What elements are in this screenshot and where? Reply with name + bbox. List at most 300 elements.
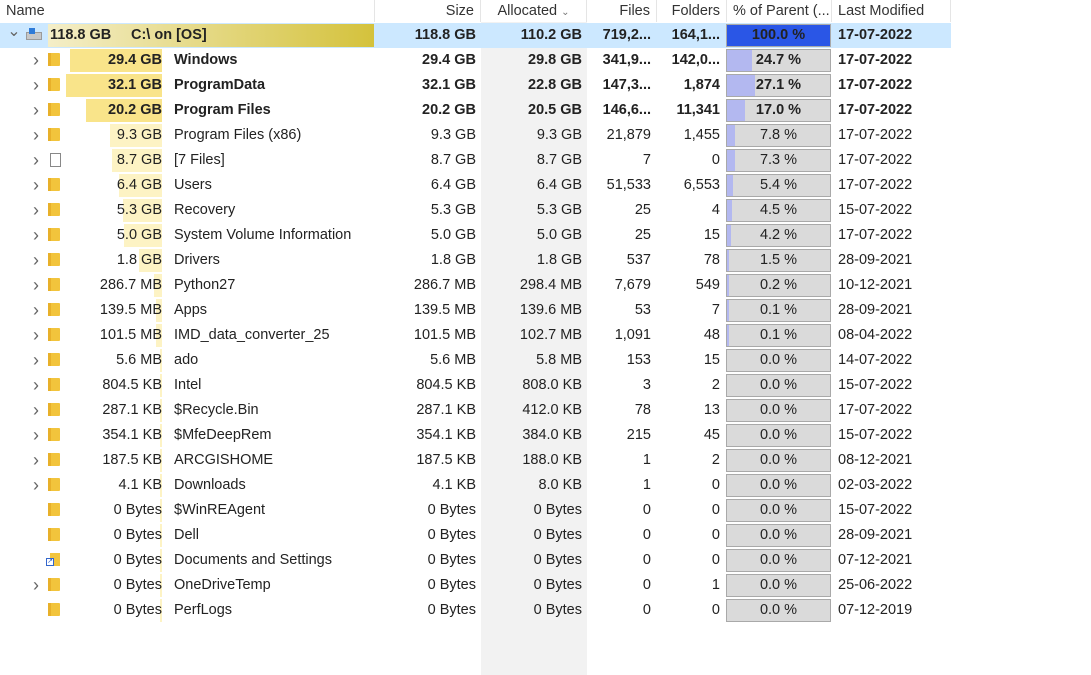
row-last-modified: 08-04-2022 xyxy=(838,327,913,343)
row-last-modified: 17-07-2022 xyxy=(838,127,913,143)
row-name-label: IMD_data_converter_25 xyxy=(174,327,330,343)
expander-placeholder xyxy=(28,523,44,548)
collapse-chevron-icon[interactable]: ⌄ xyxy=(7,23,21,40)
tree-row[interactable] xyxy=(0,373,951,398)
pct-of-parent-text: 1.5 % xyxy=(759,252,798,268)
row-name-label: ado xyxy=(174,352,199,368)
row-last-modified: 08-12-2021 xyxy=(838,452,913,468)
pct-of-parent-text: 4.2 % xyxy=(759,227,798,243)
tree-row[interactable] xyxy=(0,348,951,373)
tree-row[interactable] xyxy=(0,448,951,473)
row-allocated: 0 Bytes xyxy=(533,502,582,518)
row-files-count: 215 xyxy=(626,427,651,443)
folder-icon xyxy=(50,453,66,468)
row-name-size: 5.0 GB xyxy=(116,227,162,243)
pct-of-parent-bar xyxy=(726,149,831,172)
row-allocated: 29.8 GB xyxy=(528,52,582,68)
expand-chevron-icon[interactable]: › xyxy=(33,125,39,145)
row-files-count: 1,091 xyxy=(614,327,651,343)
expand-chevron-icon[interactable]: › xyxy=(33,225,39,245)
pct-of-parent-text: 0.0 % xyxy=(759,477,798,493)
row-size: 6.4 GB xyxy=(430,177,476,193)
tree-row[interactable] xyxy=(0,98,951,123)
column-header-allocated[interactable] xyxy=(481,0,587,22)
row-folders-count: 15 xyxy=(703,352,720,368)
row-files-count: 51,533 xyxy=(606,177,651,193)
row-name-size: 32.1 GB xyxy=(108,77,162,93)
pct-of-parent-text: 0.0 % xyxy=(759,377,798,393)
row-name-size: 9.3 GB xyxy=(116,127,162,143)
column-header-name[interactable] xyxy=(0,0,375,22)
pct-of-parent-bar xyxy=(726,374,831,397)
row-allocated: 9.3 GB xyxy=(536,127,582,143)
tree-row[interactable] xyxy=(0,273,951,298)
row-last-modified: 14-07-2022 xyxy=(838,352,913,368)
pct-of-parent-text: 7.8 % xyxy=(759,127,798,143)
row-name-label: [7 Files] xyxy=(174,152,225,168)
row-size: 4.1 KB xyxy=(432,477,476,493)
pct-of-parent-bar xyxy=(726,549,831,572)
row-size: 5.6 MB xyxy=(430,352,476,368)
row-files-count: 537 xyxy=(626,252,651,268)
row-files-count: 53 xyxy=(634,302,651,318)
expand-chevron-icon[interactable]: › xyxy=(33,450,39,470)
row-last-modified: 17-07-2022 xyxy=(838,177,913,193)
pct-of-parent-text: 17.0 % xyxy=(755,102,802,118)
tree-row[interactable] xyxy=(0,498,951,523)
row-last-modified: 07-12-2019 xyxy=(838,602,913,618)
pct-of-parent-text: 0.1 % xyxy=(759,327,798,343)
row-name-label: PerfLogs xyxy=(174,602,233,618)
row-name-label: $WinREAgent xyxy=(174,502,266,518)
folder-icon xyxy=(50,178,66,193)
row-files-count: 7,679 xyxy=(614,277,651,293)
expand-chevron-icon[interactable]: › xyxy=(33,425,39,445)
pct-of-parent-bar xyxy=(726,274,831,297)
row-name-size: 6.4 GB xyxy=(116,177,162,193)
folder-icon xyxy=(50,428,66,443)
row-folders-count: 164,1... xyxy=(671,27,720,43)
folder-icon xyxy=(50,353,66,368)
column-header-folders[interactable] xyxy=(657,0,727,22)
row-folders-count: 0 xyxy=(711,152,720,168)
column-header-last-modified[interactable] xyxy=(832,0,951,22)
column-header-size[interactable] xyxy=(375,0,481,22)
row-name-size: 29.4 GB xyxy=(108,52,162,68)
row-allocated: 1.8 GB xyxy=(536,252,582,268)
expand-chevron-icon[interactable]: › xyxy=(33,50,39,70)
pct-of-parent-fill xyxy=(727,225,731,246)
folder-icon xyxy=(50,478,66,493)
row-name-size: 286.7 MB xyxy=(99,277,162,293)
row-allocated: 8.0 KB xyxy=(538,477,582,493)
row-last-modified: 10-12-2021 xyxy=(838,277,913,293)
pct-of-parent-text: 0.0 % xyxy=(759,577,798,593)
pct-of-parent-fill xyxy=(727,100,745,121)
expand-chevron-icon[interactable]: › xyxy=(33,350,39,370)
row-size: 1.8 GB xyxy=(430,252,476,268)
expand-chevron-icon[interactable]: › xyxy=(33,250,39,270)
column-header-folders-label: Folders xyxy=(671,3,720,19)
pct-of-parent-bar xyxy=(726,349,831,372)
tree-row[interactable] xyxy=(0,223,951,248)
tree-row[interactable] xyxy=(0,148,951,173)
row-name-size: 804.5 KB xyxy=(102,377,162,393)
row-files-count: 153 xyxy=(626,352,651,368)
tree-row[interactable] xyxy=(0,473,951,498)
expand-chevron-icon[interactable]: › xyxy=(33,325,39,345)
row-folders-count: 1,874 xyxy=(683,77,720,93)
chevron-down-icon: ⌄ xyxy=(561,7,570,18)
folder-icon xyxy=(50,103,66,118)
row-folders-count: 7 xyxy=(711,302,720,318)
tree-row[interactable] xyxy=(0,48,951,73)
folder-icon xyxy=(50,203,66,218)
pct-of-parent-bar xyxy=(726,574,831,597)
expander-placeholder xyxy=(28,498,44,523)
row-name-label: $MfeDeepRem xyxy=(174,427,272,443)
expander-placeholder xyxy=(28,598,44,623)
row-size: 8.7 GB xyxy=(430,152,476,168)
expand-chevron-icon[interactable]: › xyxy=(33,100,39,120)
pct-of-parent-text: 7.3 % xyxy=(759,152,798,168)
expand-chevron-icon[interactable]: › xyxy=(33,300,39,320)
expand-chevron-icon[interactable]: › xyxy=(33,375,39,395)
row-name-size: 5.6 MB xyxy=(116,352,162,368)
tree-row[interactable] xyxy=(0,123,951,148)
pct-of-parent-fill xyxy=(727,175,733,196)
folder-icon xyxy=(50,328,66,343)
row-name-label: Program Files xyxy=(174,102,271,118)
row-name-size: 0 Bytes xyxy=(113,552,162,568)
row-name-size: 8.7 GB xyxy=(116,152,162,168)
row-files-count: 719,2... xyxy=(602,27,651,43)
row-size: 354.1 KB xyxy=(416,427,476,443)
row-allocated: 188.0 KB xyxy=(522,452,582,468)
column-header-allocated-label: Allocated xyxy=(497,3,558,19)
pct-of-parent-bar xyxy=(726,74,831,97)
pct-of-parent-bar xyxy=(726,524,831,547)
row-size: 32.1 GB xyxy=(422,77,476,93)
expand-chevron-icon[interactable]: › xyxy=(33,275,39,295)
folder-icon xyxy=(50,378,66,393)
row-last-modified: 28-09-2021 xyxy=(838,252,913,268)
tree-row[interactable] xyxy=(0,198,951,223)
row-allocated: 0 Bytes xyxy=(533,552,582,568)
expand-chevron-icon[interactable]: › xyxy=(33,200,39,220)
pct-of-parent-fill xyxy=(727,125,735,146)
row-name-label: Apps xyxy=(174,302,208,318)
pct-of-parent-fill xyxy=(727,150,735,171)
pct-of-parent-bar xyxy=(726,124,831,147)
expand-chevron-icon[interactable]: › xyxy=(33,575,39,595)
folder-icon xyxy=(50,303,66,318)
row-allocated: 22.8 GB xyxy=(528,77,582,93)
folder-icon xyxy=(50,528,66,543)
tree-root-row[interactable] xyxy=(0,23,951,48)
expand-chevron-icon[interactable]: › xyxy=(33,475,39,495)
expand-chevron-icon[interactable]: › xyxy=(33,75,39,95)
tree-row[interactable] xyxy=(0,173,951,198)
row-size: 5.3 GB xyxy=(430,202,476,218)
row-last-modified: 17-07-2022 xyxy=(838,227,913,243)
row-files-count: 0 xyxy=(642,527,651,543)
row-files-count: 25 xyxy=(634,202,651,218)
pct-of-parent-bar xyxy=(726,424,831,447)
tree-row[interactable] xyxy=(0,323,951,348)
column-header-files-label: Files xyxy=(619,3,650,19)
drive-icon xyxy=(26,28,42,43)
folder-icon xyxy=(50,78,66,93)
pct-of-parent-fill xyxy=(727,75,755,96)
row-folders-count: 48 xyxy=(703,327,720,343)
pct-of-parent-text: 5.4 % xyxy=(759,177,798,193)
pct-of-parent-fill xyxy=(727,200,732,221)
row-allocated: 5.8 MB xyxy=(536,352,582,368)
pct-of-parent-text: 0.0 % xyxy=(759,452,798,468)
row-name-label: Program Files (x86) xyxy=(174,127,302,143)
folder-icon xyxy=(50,278,66,293)
row-folders-count: 0 xyxy=(711,552,720,568)
tree-row[interactable] xyxy=(0,423,951,448)
shortcut-folder-icon: ↗ xyxy=(50,553,66,568)
pct-of-parent-text: 0.0 % xyxy=(759,427,798,443)
pct-of-parent-bar xyxy=(726,474,831,497)
row-name-label: ProgramData xyxy=(174,77,266,93)
row-name-label: Recovery xyxy=(174,202,236,218)
row-last-modified: 25-06-2022 xyxy=(838,577,913,593)
folder-icon xyxy=(50,253,66,268)
pct-of-parent-bar xyxy=(726,49,831,72)
row-files-count: 0 xyxy=(642,602,651,618)
column-header-files[interactable] xyxy=(587,0,657,22)
pct-of-parent-text: 0.0 % xyxy=(759,552,798,568)
column-header-name-label: Name xyxy=(6,3,45,19)
row-folders-count: 2 xyxy=(711,377,720,393)
pct-of-parent-bar xyxy=(726,24,831,47)
row-folders-count: 0 xyxy=(711,502,720,518)
row-allocated: 20.5 GB xyxy=(528,102,582,118)
row-folders-count: 6,553 xyxy=(683,177,720,193)
row-folders-count: 45 xyxy=(703,427,720,443)
pct-of-parent-text: 100.0 % xyxy=(751,27,806,43)
pct-of-parent-fill xyxy=(727,275,729,296)
pct-of-parent-text: 0.0 % xyxy=(759,527,798,543)
tree-row[interactable] xyxy=(0,598,951,623)
row-allocated: 102.7 MB xyxy=(519,327,582,343)
row-files-count: 7 xyxy=(642,152,651,168)
row-last-modified: 07-12-2021 xyxy=(838,552,913,568)
row-last-modified: 17-07-2022 xyxy=(838,402,913,418)
tree-row[interactable] xyxy=(0,73,951,98)
row-folders-count: 13 xyxy=(703,402,720,418)
row-files-count: 341,9... xyxy=(602,52,651,68)
row-last-modified: 28-09-2021 xyxy=(838,302,913,318)
column-header-pct-label: % of Parent (... xyxy=(733,3,830,19)
row-size: 187.5 KB xyxy=(416,452,476,468)
pct-of-parent-bar xyxy=(726,249,831,272)
expand-chevron-icon[interactable]: › xyxy=(33,175,39,195)
row-name-label: $Recycle.Bin xyxy=(174,402,259,418)
row-name-size: 0 Bytes xyxy=(113,602,162,618)
pct-of-parent-fill xyxy=(727,50,752,71)
row-allocated: 8.7 GB xyxy=(536,152,582,168)
pct-of-parent-bar xyxy=(726,299,831,322)
tree-row[interactable] xyxy=(0,398,951,423)
tree-row[interactable] xyxy=(0,298,951,323)
row-size: 29.4 GB xyxy=(422,52,476,68)
column-header-bar xyxy=(0,0,951,22)
row-files-count: 21,879 xyxy=(606,127,651,143)
row-name-size: 101.5 MB xyxy=(99,327,162,343)
folder-icon xyxy=(50,503,66,518)
row-folders-count: 142,0... xyxy=(671,52,720,68)
row-name-size: 287.1 KB xyxy=(102,402,162,418)
column-header-modified-label: Last Modified xyxy=(838,3,925,19)
row-files-count: 1 xyxy=(642,452,651,468)
tree-row[interactable] xyxy=(0,523,951,548)
row-last-modified: 15-07-2022 xyxy=(838,377,913,393)
row-files-count: 78 xyxy=(634,402,651,418)
pct-of-parent-bar xyxy=(726,399,831,422)
tree-row[interactable] xyxy=(0,248,951,273)
pct-of-parent-fill xyxy=(727,300,729,321)
row-name-size: 118.8 GB xyxy=(50,27,112,43)
row-name-label: Downloads xyxy=(174,477,246,493)
column-header-pct-of-parent[interactable] xyxy=(727,0,832,22)
row-folders-count: 11,341 xyxy=(676,102,720,118)
row-name-label: Documents and Settings xyxy=(174,552,332,568)
pct-of-parent-bar xyxy=(726,449,831,472)
row-allocated: 110.2 GB xyxy=(520,27,582,43)
pct-of-parent-bar xyxy=(726,324,831,347)
row-size: 139.5 MB xyxy=(413,302,476,318)
row-allocated: 0 Bytes xyxy=(533,602,582,618)
row-last-modified: 28-09-2021 xyxy=(838,527,913,543)
row-size: 101.5 MB xyxy=(413,327,476,343)
row-last-modified: 17-07-2022 xyxy=(838,52,913,68)
row-name-size: 139.5 MB xyxy=(99,302,162,318)
folder-icon xyxy=(50,228,66,243)
tree-row[interactable] xyxy=(0,548,951,573)
row-name-label: Intel xyxy=(174,377,202,393)
row-allocated: 0 Bytes xyxy=(533,577,582,593)
row-last-modified: 15-07-2022 xyxy=(838,502,913,518)
pct-of-parent-text: 0.0 % xyxy=(759,352,798,368)
row-name-size: 5.3 GB xyxy=(116,202,162,218)
pct-of-parent-text: 0.1 % xyxy=(759,302,798,318)
row-last-modified: 17-07-2022 xyxy=(838,152,913,168)
row-folders-count: 0 xyxy=(711,602,720,618)
expand-chevron-icon[interactable]: › xyxy=(33,150,39,170)
row-name-size: 0 Bytes xyxy=(113,527,162,543)
row-name-size: 20.2 GB xyxy=(108,102,162,118)
tree-list[interactable] xyxy=(0,23,951,623)
pct-of-parent-text: 0.0 % xyxy=(759,602,798,618)
row-size: 9.3 GB xyxy=(430,127,476,143)
row-size: 20.2 GB xyxy=(422,102,476,118)
row-last-modified: 17-07-2022 xyxy=(838,102,913,118)
row-name-label: OneDriveTemp xyxy=(174,577,271,593)
row-files-count: 0 xyxy=(642,552,651,568)
row-folders-count: 1,455 xyxy=(683,127,720,143)
row-allocated: 298.4 MB xyxy=(519,277,582,293)
row-size: 0 Bytes xyxy=(427,577,476,593)
row-last-modified: 15-07-2022 xyxy=(838,427,913,443)
pct-of-parent-text: 0.0 % xyxy=(759,502,798,518)
row-last-modified: 17-07-2022 xyxy=(838,77,913,93)
row-folders-count: 4 xyxy=(711,202,720,218)
row-folders-count: 15 xyxy=(703,227,720,243)
pct-of-parent-bar xyxy=(726,599,831,622)
folder-icon xyxy=(50,53,66,68)
row-name-size: 0 Bytes xyxy=(113,577,162,593)
row-allocated: 384.0 KB xyxy=(522,427,582,443)
row-last-modified: 02-03-2022 xyxy=(838,477,913,493)
row-size: 804.5 KB xyxy=(416,377,476,393)
row-allocated: 808.0 KB xyxy=(522,377,582,393)
row-allocated: 139.6 MB xyxy=(519,302,582,318)
row-size: 287.1 KB xyxy=(416,402,476,418)
pct-of-parent-text: 24.7 % xyxy=(755,52,802,68)
row-name-label: Dell xyxy=(174,527,199,543)
folder-icon xyxy=(50,603,66,618)
tree-row[interactable] xyxy=(0,573,951,598)
row-name-label: Drivers xyxy=(174,252,220,268)
row-folders-count: 0 xyxy=(711,527,720,543)
row-size: 0 Bytes xyxy=(427,502,476,518)
row-name-size: 187.5 KB xyxy=(102,452,162,468)
pct-of-parent-bar xyxy=(726,224,831,247)
pct-of-parent-bar xyxy=(726,99,831,122)
row-files-count: 3 xyxy=(642,377,651,393)
pct-of-parent-text: 27.1 % xyxy=(755,77,802,93)
pct-of-parent-fill xyxy=(727,325,729,346)
row-files-count: 25 xyxy=(634,227,651,243)
row-allocated: 6.4 GB xyxy=(536,177,582,193)
row-name-label: Python27 xyxy=(174,277,236,293)
row-name-size: 0 Bytes xyxy=(113,502,162,518)
row-name-label: Windows xyxy=(174,52,238,68)
row-name-label: C:\ on [OS] xyxy=(131,27,207,43)
folder-icon xyxy=(50,578,66,593)
row-name-label: Users xyxy=(174,177,212,193)
row-folders-count: 549 xyxy=(695,277,720,293)
row-files-count: 0 xyxy=(642,502,651,518)
row-size: 286.7 MB xyxy=(413,277,476,293)
row-files-count: 147,3... xyxy=(602,77,651,93)
pct-of-parent-text: 0.2 % xyxy=(759,277,798,293)
row-name-label: System Volume Information xyxy=(174,227,352,243)
pct-of-parent-text: 4.5 % xyxy=(759,202,798,218)
pct-of-parent-bar xyxy=(726,174,831,197)
row-name-size: 4.1 KB xyxy=(118,477,162,493)
column-header-size-label: Size xyxy=(445,3,474,19)
row-files-count: 146,6... xyxy=(602,102,651,118)
row-name-size: 354.1 KB xyxy=(102,427,162,443)
row-name-label: ARCGISHOME xyxy=(174,452,274,468)
pct-of-parent-bar xyxy=(726,499,831,522)
row-files-count: 0 xyxy=(642,577,651,593)
row-folders-count: 2 xyxy=(711,452,720,468)
folder-icon xyxy=(50,128,66,143)
row-folders-count: 1 xyxy=(711,577,720,593)
row-allocated: 5.3 GB xyxy=(536,202,582,218)
row-allocated: 0 Bytes xyxy=(533,527,582,543)
folder-icon xyxy=(50,403,66,418)
expand-chevron-icon[interactable]: › xyxy=(33,400,39,420)
row-allocated: 412.0 KB xyxy=(522,402,582,418)
